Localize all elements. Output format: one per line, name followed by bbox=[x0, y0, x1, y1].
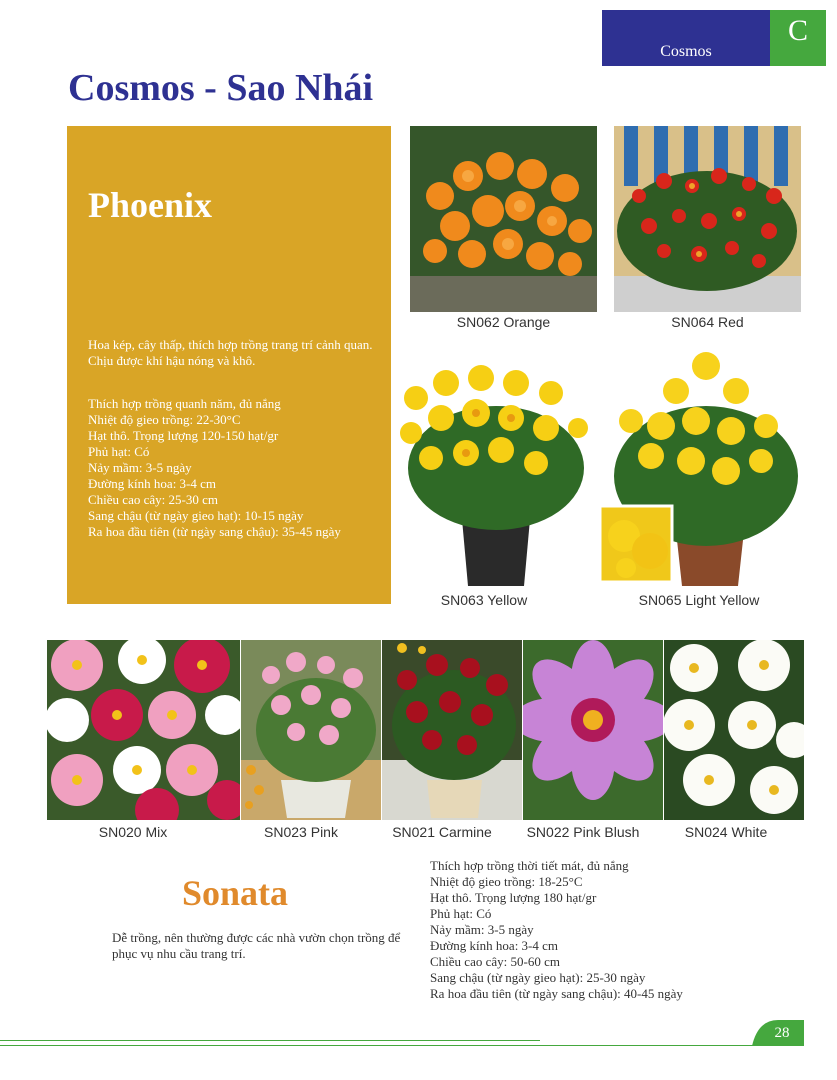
photo-sn021-carmine bbox=[382, 640, 522, 820]
sonata-description: Dễ trồng, nên thường được các nhà vườn chọn trồng để phục vụ nhu cầu trang trí. bbox=[112, 930, 401, 961]
sonata-spec: Ra hoa đầu tiên (từ ngày sang chậu): 40-45 ngày bbox=[430, 986, 683, 1001]
caption-sn065: SN065 Light Yellow bbox=[638, 592, 760, 608]
sonata-spec: Nhiệt độ gieo trồng: 18-25°C bbox=[430, 874, 583, 889]
photo-sn062-orange bbox=[410, 126, 597, 312]
section-tab-label: Cosmos bbox=[660, 43, 712, 60]
phoenix-spec: Nhiệt độ gieo trồng: 22-30°C bbox=[88, 412, 241, 427]
sonata-spec: Phủ hạt: Có bbox=[430, 906, 492, 921]
photo-sn063-yellow bbox=[396, 358, 592, 588]
photo-sn022-pink-blush bbox=[523, 640, 663, 820]
sonata-spec: Đường kính hoa: 3-4 cm bbox=[430, 938, 559, 953]
sonata-spec: Nảy mầm: 3-5 ngày bbox=[430, 922, 534, 937]
phoenix-spec: Hạt thô. Trọng lượng 120-150 hạt/gr bbox=[88, 428, 279, 443]
sonata-spec: Chiều cao cây: 50-60 cm bbox=[430, 954, 560, 969]
phoenix-spec: Phủ hạt: Có bbox=[88, 444, 150, 459]
photo-sn024-white bbox=[664, 640, 804, 820]
photo-sn020-mix bbox=[47, 640, 240, 820]
page-number: 28 bbox=[774, 1025, 790, 1041]
caption-sn064: SN064 Red bbox=[671, 314, 744, 330]
caption-sn062: SN062 Orange bbox=[456, 314, 551, 330]
caption-sn063: SN063 Yellow bbox=[440, 592, 528, 608]
page-title: Cosmos - Sao Nhái bbox=[68, 67, 374, 109]
caption-sn024: SN024 White bbox=[684, 824, 768, 840]
caption-sn021: SN021 Carmine bbox=[392, 824, 492, 840]
photo-sn065-light-yellow bbox=[596, 346, 808, 588]
sonata-specs bbox=[430, 858, 770, 1002]
phoenix-spec: Nảy mầm: 3-5 ngày bbox=[88, 460, 192, 475]
phoenix-spec: Chiều cao cây: 25-30 cm bbox=[88, 492, 218, 507]
phoenix-description: Hoa kép, cây thấp, thích hợp trồng trang trí cảnh quan. Chịu được khí hậu nóng và khô. bbox=[88, 337, 373, 368]
sonata-spec: Thích hợp trồng thời tiết mát, đủ nắng bbox=[430, 858, 629, 873]
phoenix-spec: Thích hợp trồng quanh năm, đủ nắng bbox=[88, 396, 281, 411]
phoenix-spec: Đường kính hoa: 3-4 cm bbox=[88, 476, 217, 491]
phoenix-title: Phoenix bbox=[88, 185, 213, 225]
sonata-spec: Sang chậu (từ ngày gieo hạt): 25-30 ngày bbox=[430, 970, 646, 985]
photo-sn064-red bbox=[614, 126, 801, 312]
footer-rule bbox=[0, 1045, 800, 1046]
sonata-spec: Hạt thô. Trọng lượng 180 hạt/gr bbox=[430, 890, 597, 905]
photo-sn023-pink bbox=[241, 640, 381, 820]
footer-rule bbox=[0, 1040, 540, 1041]
caption-sn023: SN023 Pink bbox=[264, 824, 338, 840]
phoenix-specs bbox=[88, 396, 388, 540]
sonata-title: Sonata bbox=[182, 873, 289, 913]
caption-sn020: SN020 Mix bbox=[98, 824, 168, 840]
caption-sn022: SN022 Pink Blush bbox=[526, 824, 640, 840]
phoenix-spec: Sang chậu (từ ngày gieo hạt): 10-15 ngày bbox=[88, 508, 304, 523]
phoenix-spec: Ra hoa đầu tiên (từ ngày sang chậu): 35-45 ngày bbox=[88, 524, 341, 539]
section-letter: C bbox=[770, 10, 826, 66]
